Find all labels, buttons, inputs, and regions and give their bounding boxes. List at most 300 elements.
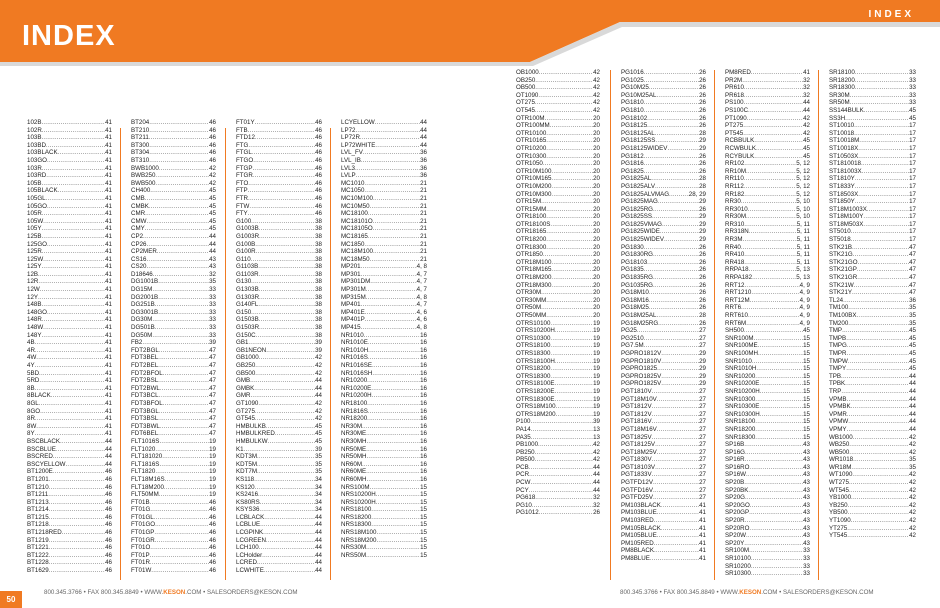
page-reference: 41 xyxy=(105,346,112,354)
dot-leader xyxy=(40,408,105,416)
dot-leader xyxy=(49,552,105,560)
page-reference: 27 xyxy=(699,486,706,494)
page-reference: 45 xyxy=(315,437,322,445)
dot-leader xyxy=(155,172,209,180)
part-code: TMPB xyxy=(829,334,847,342)
dot-leader xyxy=(249,203,315,211)
dot-leader xyxy=(652,388,699,396)
dot-leader xyxy=(259,271,316,279)
dot-leader xyxy=(36,354,105,362)
part-code: RRT1210 xyxy=(725,289,752,297)
index-entry xyxy=(27,385,112,393)
page-reference: 29 xyxy=(699,365,706,373)
dot-leader xyxy=(847,411,909,419)
part-code: OTR18100 xyxy=(516,213,547,221)
dot-leader xyxy=(535,494,593,502)
part-code: KS120 xyxy=(236,483,255,491)
index-entry xyxy=(829,320,916,328)
part-code: PGT1825V xyxy=(621,433,652,441)
index-entry xyxy=(236,263,322,271)
part-code: OTR10165 xyxy=(516,137,547,145)
dot-leader xyxy=(60,438,105,446)
dot-leader xyxy=(266,537,315,545)
dot-leader xyxy=(657,426,699,434)
part-code: SNR10300 xyxy=(725,395,756,403)
part-code: NR1010H xyxy=(341,346,369,354)
dot-leader xyxy=(535,449,594,457)
index-entry xyxy=(829,259,916,267)
page-reference: 16 xyxy=(420,346,427,354)
index-entry xyxy=(236,552,322,560)
footer-web-suffix[interactable]: .COM xyxy=(185,589,202,596)
index-entry xyxy=(236,567,322,575)
page-reference: 4, 8 xyxy=(416,324,427,332)
part-code: OTR100MM xyxy=(516,122,550,130)
dot-leader xyxy=(847,396,910,404)
dot-leader xyxy=(38,278,105,286)
page-reference: 20 xyxy=(593,205,600,213)
footer-fax: FAX 800.345.8849 xyxy=(87,589,139,596)
part-code: 8GO xyxy=(27,407,41,415)
index-entry xyxy=(236,476,322,484)
part-code: WB250 xyxy=(829,441,850,449)
index-entry xyxy=(131,377,216,385)
dot-leader xyxy=(847,532,909,540)
part-code: 105R xyxy=(27,210,42,218)
footer-phone: 800.345.3766 xyxy=(620,589,658,596)
dot-leader xyxy=(656,92,699,100)
page-reference: 46 xyxy=(315,210,322,218)
part-code: SP20BK xyxy=(725,486,749,494)
dot-leader xyxy=(155,468,209,476)
index-entry xyxy=(27,362,112,370)
footer-web-brand[interactable]: KESON xyxy=(163,589,186,596)
part-code: OTR30M xyxy=(516,289,542,297)
index-entry xyxy=(516,449,600,457)
page-reference: 21 xyxy=(420,187,427,195)
index-entry xyxy=(341,149,427,157)
index-entry xyxy=(236,316,322,324)
index-entry xyxy=(725,327,810,335)
page-reference: 41 xyxy=(105,415,112,423)
index-entry xyxy=(131,537,216,545)
dot-leader xyxy=(159,438,209,446)
part-code: KS80RS xyxy=(236,498,260,506)
part-code: BT1221 xyxy=(27,544,49,552)
index-entry xyxy=(27,514,112,522)
part-code: CMY xyxy=(131,225,145,233)
part-code: ST5018 xyxy=(829,236,851,244)
part-code: OTR18M100 xyxy=(516,258,552,266)
page-reference: 27 xyxy=(699,410,706,418)
dot-leader xyxy=(851,464,909,472)
footer-web-prefix[interactable]: WWW. xyxy=(144,589,164,596)
part-code: WR1018 xyxy=(829,456,854,464)
page-reference: 44 xyxy=(315,377,322,385)
index-entry xyxy=(725,555,810,563)
index-entry xyxy=(725,228,810,236)
part-code: FDT2BWL xyxy=(131,384,160,392)
dot-leader xyxy=(649,297,699,305)
part-code: FLT1816S xyxy=(131,460,160,468)
dot-leader xyxy=(152,286,209,294)
dot-leader xyxy=(662,221,699,229)
dot-leader xyxy=(744,183,796,191)
page-reference: 21 xyxy=(420,240,427,248)
dot-leader xyxy=(754,335,804,343)
index-entry xyxy=(725,213,810,221)
dot-leader xyxy=(373,225,420,233)
part-code: PG1012 xyxy=(516,509,539,517)
part-code: BT204 xyxy=(131,119,150,126)
part-code: GB1 xyxy=(236,339,249,347)
page-reference: 33 xyxy=(909,99,916,107)
dot-leader xyxy=(364,332,420,340)
part-code: 12W xyxy=(27,286,40,294)
part-code: 103GO xyxy=(27,156,47,164)
index-entry xyxy=(236,157,322,165)
dot-leader xyxy=(43,218,105,226)
dot-leader xyxy=(746,471,803,479)
part-code: RR112 xyxy=(725,182,744,190)
dot-leader xyxy=(850,92,909,100)
index-entry xyxy=(725,335,810,343)
part-code: FT01O xyxy=(131,544,151,552)
page-reference: 46 xyxy=(209,134,216,142)
part-code: PG18125SS xyxy=(621,137,656,145)
part-code: 4B xyxy=(27,339,35,347)
part-code: OTR18M165 xyxy=(516,266,552,274)
page-reference: 33 xyxy=(803,570,810,578)
part-code: NR18200 xyxy=(341,415,368,423)
index-entry xyxy=(621,115,706,123)
page-reference: 44 xyxy=(209,248,216,256)
page-reference: 45 xyxy=(209,187,216,195)
index-entry xyxy=(621,540,706,548)
page-reference: 29 xyxy=(699,213,706,221)
page-reference: 16 xyxy=(420,460,427,468)
dot-leader xyxy=(752,274,796,282)
page-reference: 42 xyxy=(209,164,216,172)
page-reference: 43 xyxy=(803,517,810,525)
dot-leader xyxy=(248,339,315,347)
index-entry xyxy=(236,484,322,492)
index-entry xyxy=(236,142,322,150)
part-code: SNR1010 xyxy=(725,357,752,365)
index-entry xyxy=(829,471,916,479)
dot-leader xyxy=(154,514,209,522)
part-code: SP20Y xyxy=(725,539,745,547)
index-entry xyxy=(236,461,322,469)
dot-leader xyxy=(42,165,105,173)
index-entry xyxy=(725,449,810,457)
index-entry xyxy=(341,423,427,431)
page-reference: 42 xyxy=(315,362,322,369)
page-reference: 13 xyxy=(593,433,600,441)
dot-leader xyxy=(532,502,593,510)
part-code: MP301DM xyxy=(341,278,371,286)
part-code: FTW xyxy=(236,202,250,210)
index-entry xyxy=(621,77,706,85)
part-code: MC18M100 xyxy=(341,248,373,256)
part-code: PT275 xyxy=(725,122,744,130)
page-reference: 46 xyxy=(105,529,112,537)
dot-leader xyxy=(370,203,421,211)
dot-leader xyxy=(550,365,593,373)
index-entry xyxy=(27,370,112,378)
dot-leader xyxy=(368,347,420,355)
dot-leader xyxy=(35,430,106,438)
part-code: 148B xyxy=(27,301,42,309)
index-entry xyxy=(725,160,810,168)
page-reference: 17 xyxy=(909,152,916,160)
dot-leader xyxy=(657,509,699,517)
part-code: YB500 xyxy=(829,509,848,517)
part-code: FDT2BGL xyxy=(131,346,159,354)
footer-web-prefix[interactable]: WWW. xyxy=(720,589,740,596)
page-reference: 46 xyxy=(315,149,322,157)
dot-leader xyxy=(644,335,699,343)
index-entry xyxy=(341,385,427,393)
dot-leader xyxy=(66,461,106,469)
index-entry xyxy=(27,316,112,324)
dot-leader xyxy=(155,180,209,188)
dot-leader xyxy=(368,408,420,416)
index-entry xyxy=(27,263,112,271)
index-entry xyxy=(236,339,322,347)
page-reference: 33 xyxy=(209,331,216,339)
page-reference: 41 xyxy=(699,509,706,517)
part-code: SH500 xyxy=(725,327,744,335)
part-code: KDT3M xyxy=(236,453,257,461)
dot-leader xyxy=(252,149,315,157)
page-reference: 47 xyxy=(209,377,216,385)
dot-leader xyxy=(35,415,105,423)
page-reference: 46 xyxy=(209,498,216,506)
index-entry xyxy=(27,559,112,567)
dot-leader xyxy=(255,408,315,416)
dot-leader xyxy=(551,266,593,274)
index-entry xyxy=(516,92,600,100)
footer-web-suffix[interactable]: .COM xyxy=(761,589,778,596)
part-code: PG7.5M xyxy=(621,342,644,350)
part-code: PG18103 xyxy=(621,258,648,266)
page-reference: 15 xyxy=(420,536,427,544)
index-entry xyxy=(516,471,600,479)
index-entry xyxy=(516,327,600,335)
index-entry xyxy=(131,233,216,241)
part-code: RR40 xyxy=(725,243,741,251)
page-reference: 17 xyxy=(909,213,916,221)
part-code: PM8BLACK xyxy=(621,547,655,555)
dot-leader xyxy=(149,134,209,142)
index-entry xyxy=(341,225,427,233)
page-reference: 29 xyxy=(699,220,706,228)
part-code: G1503R xyxy=(236,324,260,332)
part-code: OTRS18300E xyxy=(516,395,555,403)
index-entry xyxy=(236,400,322,408)
page-reference: 44 xyxy=(420,134,427,142)
page-reference: 46 xyxy=(209,126,216,134)
index-entry xyxy=(236,537,322,545)
part-code: G100 xyxy=(236,217,252,225)
index-entry xyxy=(27,400,112,408)
page-reference: 47 xyxy=(209,407,216,415)
dot-leader xyxy=(848,509,910,517)
part-code: NR50MH xyxy=(341,453,367,461)
dot-leader xyxy=(368,339,420,347)
page-reference: 29 xyxy=(699,357,706,365)
dot-leader xyxy=(655,441,699,449)
page-reference: 16 xyxy=(420,377,427,385)
index-entry xyxy=(131,149,216,157)
dot-leader xyxy=(41,332,105,340)
index-entry xyxy=(725,107,810,115)
index-entry xyxy=(516,479,600,487)
part-code: DG15M xyxy=(131,286,153,294)
part-code: NRS50M xyxy=(341,551,367,559)
index-entry xyxy=(131,385,216,393)
dot-leader xyxy=(371,514,420,522)
page-reference: 41 xyxy=(699,501,706,509)
index-entry xyxy=(341,377,427,385)
dot-leader xyxy=(153,271,209,279)
dot-leader xyxy=(364,241,420,249)
index-entry xyxy=(27,537,112,545)
part-code: PB250 xyxy=(516,448,535,456)
page-reference: 42 xyxy=(909,494,916,502)
dot-leader xyxy=(149,157,209,165)
index-entry xyxy=(829,373,916,381)
part-code: PM8RED xyxy=(725,69,751,76)
dot-leader xyxy=(851,236,909,244)
index-entry xyxy=(516,418,600,426)
page-reference: 15 xyxy=(803,403,810,411)
page-reference: 15 xyxy=(420,491,427,499)
page-reference: 20 xyxy=(593,137,600,145)
dot-leader xyxy=(46,195,106,203)
index-entry xyxy=(341,400,427,408)
dot-leader xyxy=(260,521,315,529)
page-reference: 43 xyxy=(803,501,810,509)
index-entry xyxy=(725,175,810,183)
dot-leader xyxy=(368,354,420,362)
page-reference: 44 xyxy=(803,99,810,107)
index-entry xyxy=(236,203,322,211)
dot-leader xyxy=(756,145,803,153)
part-code: PG1835 xyxy=(621,266,644,274)
index-entry xyxy=(829,441,916,449)
page-reference: 17 xyxy=(909,190,916,198)
index-entry xyxy=(341,203,427,211)
part-code: PR618 xyxy=(725,91,744,99)
part-code: NR1016SE xyxy=(341,362,372,369)
part-code: BSCYELLOW xyxy=(27,460,66,468)
footer-email[interactable]: SALESORDERS@KESON.COM xyxy=(783,589,874,596)
page-reference: 33 xyxy=(209,308,216,316)
page-reference: 29 xyxy=(699,372,706,380)
dot-leader xyxy=(364,180,420,188)
index-entry xyxy=(27,218,112,226)
footer-email[interactable]: SALESORDERS@KESON.COM xyxy=(207,589,298,596)
dot-leader xyxy=(661,350,699,358)
page-reference: 27 xyxy=(699,342,706,350)
index-entry xyxy=(516,502,600,510)
index-entry xyxy=(341,165,427,173)
part-code: WB1000 xyxy=(829,433,853,441)
index-entry xyxy=(621,456,706,464)
page-reference: 46 xyxy=(105,551,112,559)
dot-leader xyxy=(367,415,420,423)
page-reference: 44 xyxy=(420,141,427,149)
part-code: STK21GR xyxy=(829,274,858,282)
dot-leader xyxy=(760,388,803,396)
part-code: 102B xyxy=(27,119,42,126)
dot-leader xyxy=(146,263,209,271)
index-entry xyxy=(725,563,810,571)
part-code: MP201 xyxy=(341,263,361,271)
page-reference: 38 xyxy=(315,248,322,256)
dot-leader xyxy=(361,324,417,332)
index-column-2 xyxy=(131,119,216,575)
dot-leader xyxy=(42,316,105,324)
page-reference: 20 xyxy=(593,243,600,251)
index-entry xyxy=(516,373,600,381)
index-entry xyxy=(516,312,600,320)
dot-leader xyxy=(653,274,699,282)
index-entry xyxy=(341,316,427,324)
part-code: BWB1000 xyxy=(131,164,159,172)
part-code: 8BLACK xyxy=(27,392,51,400)
part-code: NR10200 xyxy=(341,377,368,385)
page-reference: 41 xyxy=(105,187,112,195)
page-reference: 16 xyxy=(420,384,427,392)
part-code: PG1016 xyxy=(621,69,644,76)
footer-web-brand[interactable]: KESON xyxy=(739,589,762,596)
dot-leader xyxy=(155,324,209,332)
page-reference: 44 xyxy=(420,119,427,126)
page-reference: 47 xyxy=(209,369,216,377)
dot-leader xyxy=(370,484,421,492)
part-code: 8B xyxy=(27,384,35,392)
page-reference: 43 xyxy=(803,463,810,471)
page-reference: 19 xyxy=(593,349,600,357)
part-code: FTGL xyxy=(236,149,252,157)
part-code: 105GO xyxy=(27,202,47,210)
part-code: RR418 xyxy=(725,258,745,266)
index-entry xyxy=(341,332,427,340)
part-code: TM100BX xyxy=(829,312,857,319)
dot-leader xyxy=(257,461,315,469)
page-reference: 5, 12 xyxy=(796,175,810,183)
page-reference: 42 xyxy=(209,179,216,187)
dot-leader xyxy=(365,309,417,317)
part-code: PCB xyxy=(516,463,529,471)
page-reference: 28 xyxy=(699,182,706,190)
index-entry xyxy=(621,84,706,92)
dot-leader xyxy=(644,342,699,350)
page-reference: 44 xyxy=(909,425,916,433)
part-code: PG18M16 xyxy=(621,296,649,304)
page-reference: 46 xyxy=(209,551,216,559)
index-entry xyxy=(341,529,427,537)
index-entry xyxy=(725,502,810,510)
dot-leader xyxy=(863,221,909,229)
page-reference: 20 xyxy=(593,251,600,259)
part-code: 102R xyxy=(27,126,42,134)
page-reference: 46 xyxy=(209,141,216,149)
index-entry xyxy=(236,370,322,378)
